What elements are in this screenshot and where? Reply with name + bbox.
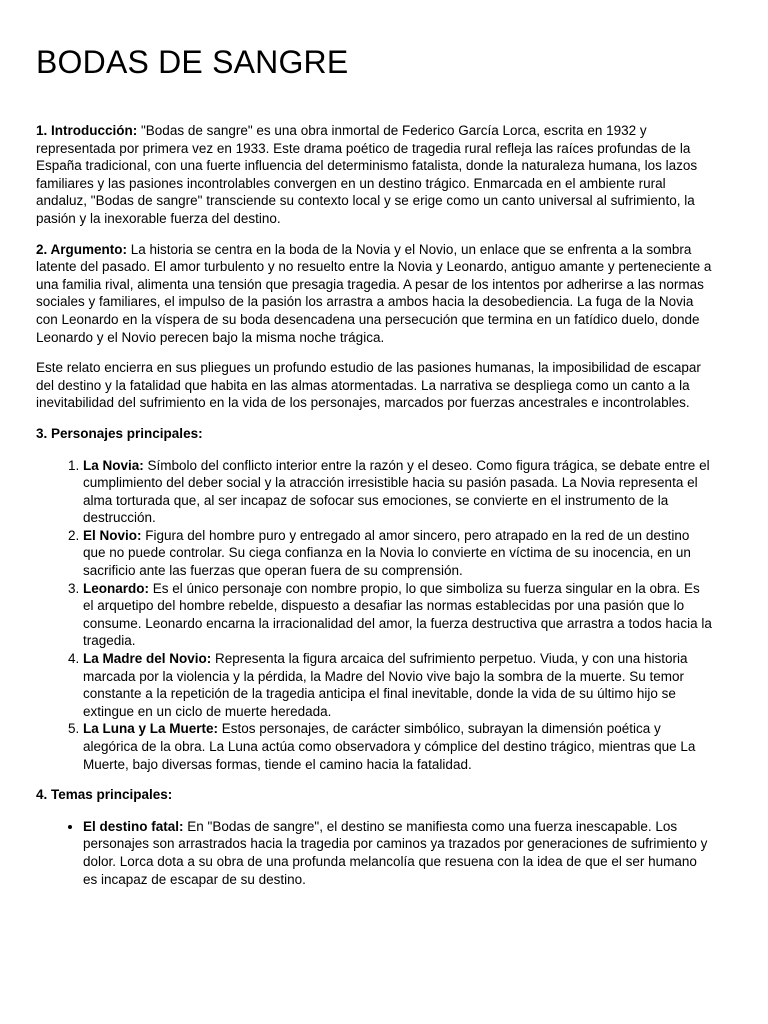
intro-paragraph <box>36 122 712 228</box>
argumento-paragraph <box>36 241 712 347</box>
argumento-heading: 2. Argumento: <box>36 241 127 257</box>
character-name: El Novio: <box>83 527 142 543</box>
character-description: Símbolo del conflicto interior entre la razón y el deseo. Como figura trágica, se debate entre el cumplimiento del deber social y la atracción irresistible hacia su pasión pasada. La Novia representa el alma torturada que, al ser incapaz de sofocar sus emociones, se convierte en el instrumento de la destrucción. <box>83 457 710 526</box>
temas-list <box>36 818 712 888</box>
personajes-list <box>36 457 712 774</box>
temas-heading: 4. Temas principales: <box>36 787 173 803</box>
intro-heading: 1. Introducción: <box>36 123 138 138</box>
list-item <box>83 527 712 580</box>
character-description: Es el único personaje con nombre propio, lo que simboliza su fuerza singular en la obra. Es el arquetipo del hombre rebelde, dispuesto a desafiar las normas establecidas por una pasión que lo consume. Leonardo encarna la irracionalidad del amor, la fuerza destructiva que arrastra a todos hacia la tragedia. <box>83 580 712 649</box>
relato-paragraph: Este relato encierra en sus pliegues un profundo estudio de las pasiones humanas, la imposibilidad de escapar del destino y la fatalidad que habita en las almas atormentadas. La narrativa se despliega como un canto a la inevitabilidad del sufrimiento en la vida de los personajes, marcados por fuerzas ancestrales e incontrolables. <box>36 360 701 411</box>
personajes-heading: 3. Personajes principales: <box>36 425 203 441</box>
character-description: Figura del hombre puro y entregado al amor sincero, pero atrapado en la red de un destino que no puede controlar. Su ciega confianza en la Novia lo convierte en víctima de su inocencia, en un sacrificio ante las fuerzas que operan fuera de su comprensión. <box>83 527 691 579</box>
theme-description: En "Bodas de sangre", el destino se manifiesta como una fuerza inescapable. Los personajes son arrastrados hacia la tragedia por caminos ya trazados por generaciones de sufrimiento y dolor. Lorca dota a su obra de una profunda melancolía que resuena con la idea de que el ser humano es incapaz de escapar de su destino. <box>83 818 708 887</box>
intro-text: "Bodas de sangre" es una obra inmortal de Federico García Lorca, escrita en 1932 y representada por primera vez en 1933. Este drama poético de tragedia rural refleja las raíces profundas de la España tradicional, con una fuerte influencia del determinismo fatalista, donde la naturaleza humana, los lazos familiares y las pasiones incontrolables convergen en un destino trágico. Enmarcada en el ambiente rural andaluz, "Bodas de sangre" transciende su contexto local y se erige como un canto universal al sufrimiento, la pasión y la inexorable fuerza del destino. <box>36 123 698 226</box>
character-name: La Novia: <box>83 457 144 473</box>
list-item <box>83 457 712 527</box>
argumento-text: La historia se centra en la boda de la Novia y el Novio, un enlace que se enfrenta a la sombra latente del pasado. El amor turbulento y no resuelto entre la Novia y Leonardo, antiguo amante y perteneciente a una familia rival, alimenta una tensión que presagia tragedia. A pesar de los intentos por adherirse a las normas sociales y familiares, el impulso de la pasión los arrastra a ambos hacia la desobediencia. La fuga de la Novia con Leonardo en la víspera de su boda desencadena una persecución que termina en un fatídico duelo, donde Leonardo y el Novio perecen bajo la misma noche trágica. <box>36 241 712 345</box>
character-name: La Luna y La Muerte: <box>83 721 219 737</box>
list-item <box>83 720 712 773</box>
document-title: BODAS DE SANGRE <box>36 44 349 80</box>
theme-name: El destino fatal: <box>83 818 184 834</box>
character-name: Leonardo: <box>83 580 149 596</box>
list-item <box>83 580 712 650</box>
character-name: La Madre del Novio: <box>83 651 212 667</box>
character-description: Representa la figura arcaica del sufrimiento perpetuo. Viuda, y con una historia marcada por la violencia y la pérdida, la Madre del Novio vive bajo la sombra de la muerte. Su temor constante a la repetición de la tragedia anticipa el final inevitable, donde la vida de su último hijo se extingue en un ciclo de muerte heredada. <box>83 651 688 719</box>
list-item <box>83 650 712 720</box>
list-item <box>83 818 712 888</box>
character-description: Estos personajes, de carácter simbólico, subrayan la dimensión poética y alegórica de la obra. La Luna actúa como observadora y cómplice del destino trágico, mientras que La Muerte, bajo diversas formas, tiende el camino hacia la fatalidad. <box>83 721 696 772</box>
